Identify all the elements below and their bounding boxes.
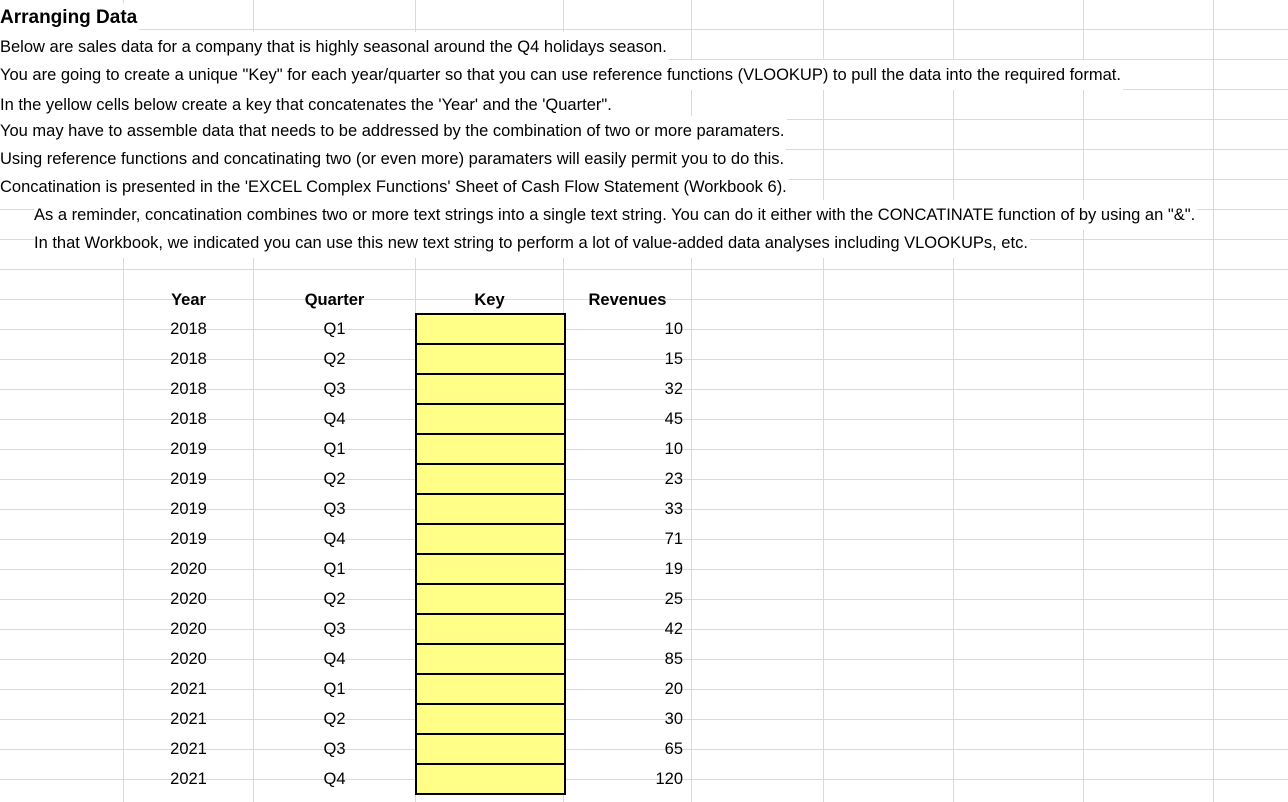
revenue-cell[interactable]: 32 [664, 380, 683, 398]
year-cell[interactable]: 2021 [170, 770, 207, 788]
quarter-cell[interactable]: Q1 [323, 680, 346, 698]
key-input-cell[interactable] [415, 403, 566, 435]
key-input-cell[interactable] [415, 493, 566, 525]
quarter-cell[interactable]: Q3 [323, 740, 346, 758]
quarter-cell[interactable]: Q3 [323, 380, 346, 398]
instruction-line-8[interactable]: In that Workbook, we indicated you can use this new text string to perform a lot of value-added data analyses including VLOOKUPs, etc. [34, 228, 1030, 258]
revenue-cell[interactable]: 10 [664, 320, 683, 338]
revenue-cell[interactable]: 45 [664, 410, 683, 428]
quarter-cell[interactable]: Q1 [323, 440, 346, 458]
key-input-cell[interactable] [415, 613, 566, 645]
revenue-cell[interactable]: 120 [655, 770, 683, 788]
key-input-cell[interactable] [415, 313, 566, 345]
year-cell[interactable]: 2021 [170, 740, 207, 758]
header-key[interactable]: Key [474, 291, 505, 309]
year-cell[interactable]: 2019 [170, 440, 207, 458]
quarter-cell[interactable]: Q1 [323, 560, 346, 578]
key-input-cell[interactable] [415, 583, 566, 615]
header-quarter[interactable]: Quarter [304, 291, 365, 309]
year-cell[interactable]: 2021 [170, 680, 207, 698]
year-cell[interactable]: 2020 [170, 620, 207, 638]
quarter-cell[interactable]: Q2 [323, 350, 346, 368]
revenue-cell[interactable]: 20 [664, 680, 683, 698]
year-cell[interactable]: 2019 [170, 470, 207, 488]
year-cell[interactable]: 2018 [170, 380, 207, 398]
instruction-line-6[interactable]: Concatination is presented in the 'EXCEL Complex Functions' Sheet of Cash Flow Statement (Workbook 6). [0, 172, 789, 202]
instruction-line-3[interactable]: In the yellow cells below create a key that concatenates the 'Year' and the 'Quarter". [0, 90, 614, 120]
quarter-cell[interactable]: Q4 [323, 770, 346, 788]
year-cell[interactable]: 2019 [170, 530, 207, 548]
revenue-cell[interactable]: 23 [664, 470, 683, 488]
revenue-cell[interactable]: 25 [664, 590, 683, 608]
instruction-line-5[interactable]: Using reference functions and concatinating two (or even more) paramaters will easily permit you to do this. [0, 144, 786, 174]
key-input-cell[interactable] [415, 523, 566, 555]
year-cell[interactable]: 2018 [170, 320, 207, 338]
quarter-cell[interactable]: Q3 [323, 620, 346, 638]
key-input-cell[interactable] [415, 343, 566, 375]
key-input-cell[interactable] [415, 733, 566, 765]
key-input-cell[interactable] [415, 763, 566, 795]
quarter-cell[interactable]: Q2 [323, 470, 346, 488]
year-cell[interactable]: 2021 [170, 710, 207, 728]
quarter-cell[interactable]: Q4 [323, 410, 346, 428]
instruction-line-7[interactable]: As a reminder, concatination combines two or more text strings into a single text string. You can do it either with the CONCATINATE function of by using an "&". [34, 200, 1197, 230]
revenue-cell[interactable]: 85 [664, 650, 683, 668]
quarter-cell[interactable]: Q3 [323, 500, 346, 518]
key-input-cell[interactable] [415, 553, 566, 585]
revenue-cell[interactable]: 19 [664, 560, 683, 578]
header-year[interactable]: Year [171, 291, 206, 309]
quarter-cell[interactable]: Q4 [323, 650, 346, 668]
year-cell[interactable]: 2018 [170, 350, 207, 368]
instruction-line-4[interactable]: You may have to assemble data that needs to be addressed by the combination of two or more paramaters. [0, 116, 787, 146]
header-revenues[interactable]: Revenues [588, 291, 667, 309]
sheet-title[interactable]: Arranging Data [0, 3, 139, 33]
quarter-cell[interactable]: Q2 [323, 590, 346, 608]
key-input-cell[interactable] [415, 373, 566, 405]
year-cell[interactable]: 2020 [170, 590, 207, 608]
year-cell[interactable]: 2019 [170, 500, 207, 518]
instruction-line-2[interactable]: You are going to create a unique "Key" for each year/quarter so that you can use reference functions (VLOOKUP) to pull the data into the required format. [0, 60, 1123, 90]
revenue-cell[interactable]: 10 [664, 440, 683, 458]
quarter-cell[interactable]: Q4 [323, 530, 346, 548]
instruction-line-1[interactable]: Below are sales data for a company that is highly seasonal around the Q4 holidays season. [0, 32, 669, 62]
revenue-cell[interactable]: 30 [664, 710, 683, 728]
revenue-cell[interactable]: 71 [664, 530, 683, 548]
revenue-cell[interactable]: 15 [664, 350, 683, 368]
key-input-cell[interactable] [415, 433, 566, 465]
revenue-cell[interactable]: 65 [664, 740, 683, 758]
key-input-cell[interactable] [415, 673, 566, 705]
quarter-cell[interactable]: Q2 [323, 710, 346, 728]
revenue-cell[interactable]: 33 [664, 500, 683, 518]
year-cell[interactable]: 2020 [170, 560, 207, 578]
revenue-cell[interactable]: 42 [664, 620, 683, 638]
key-input-cell[interactable] [415, 643, 566, 675]
key-input-cell[interactable] [415, 463, 566, 495]
quarter-cell[interactable]: Q1 [323, 320, 346, 338]
year-cell[interactable]: 2020 [170, 650, 207, 668]
key-input-cell[interactable] [415, 703, 566, 735]
year-cell[interactable]: 2018 [170, 410, 207, 428]
